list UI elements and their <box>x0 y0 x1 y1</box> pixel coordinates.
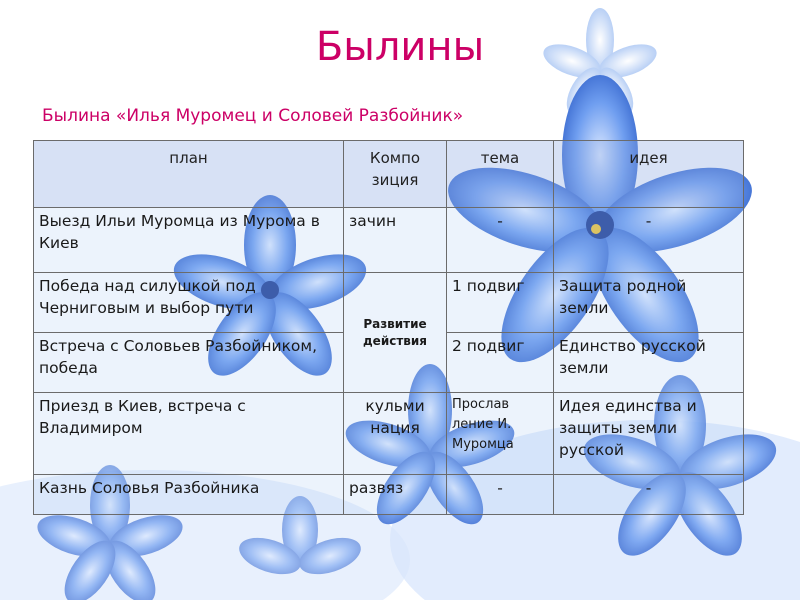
cell-theme: 1 подвиг <box>447 273 554 333</box>
cell-idea: - <box>554 475 744 515</box>
cell-plan: Победа над силушкой под Черниговым и выбор пути <box>34 273 344 333</box>
cell-theme: Прослав ление И. Муромца <box>447 393 554 475</box>
cell-theme: 2 подвиг <box>447 333 554 393</box>
header-composition: Компо зиция <box>344 141 447 208</box>
slide-subtitle: Былина «Илья Муромец и Соловей Разбойник» <box>42 106 464 126</box>
table-row <box>34 273 744 333</box>
slide-title: Былины <box>315 24 485 70</box>
cell-idea: Защита родной земли <box>554 273 744 333</box>
cell-composition: развяз <box>344 475 447 515</box>
header-idea: идея <box>554 141 744 208</box>
table-row <box>34 208 744 273</box>
cell-idea: Идея единства и защиты земли русской <box>554 393 744 475</box>
header-plan: план <box>34 141 344 208</box>
epic-analysis-table <box>33 140 744 515</box>
cell-composition: кульми нация <box>344 393 447 475</box>
cell-theme: - <box>447 475 554 515</box>
cell-plan: Приезд в Киев, встреча с Владимиром <box>34 393 344 475</box>
table-row <box>34 475 744 515</box>
cell-idea: - <box>554 208 744 273</box>
cell-theme: - <box>447 208 554 273</box>
cell-plan: Встреча с Соловьев Разбойником, победа <box>34 333 344 393</box>
cell-composition: зачин <box>344 208 447 273</box>
cell-idea: Единство русской земли <box>554 333 744 393</box>
cell-composition-merged: Развитие действия <box>344 273 447 393</box>
cell-plan: Выезд Ильи Муромца из Мурома в Киев <box>34 208 344 273</box>
table-header-row <box>34 141 744 208</box>
table-row <box>34 393 744 475</box>
cell-plan: Казнь Соловья Разбойника <box>34 475 344 515</box>
header-theme: тема <box>447 141 554 208</box>
